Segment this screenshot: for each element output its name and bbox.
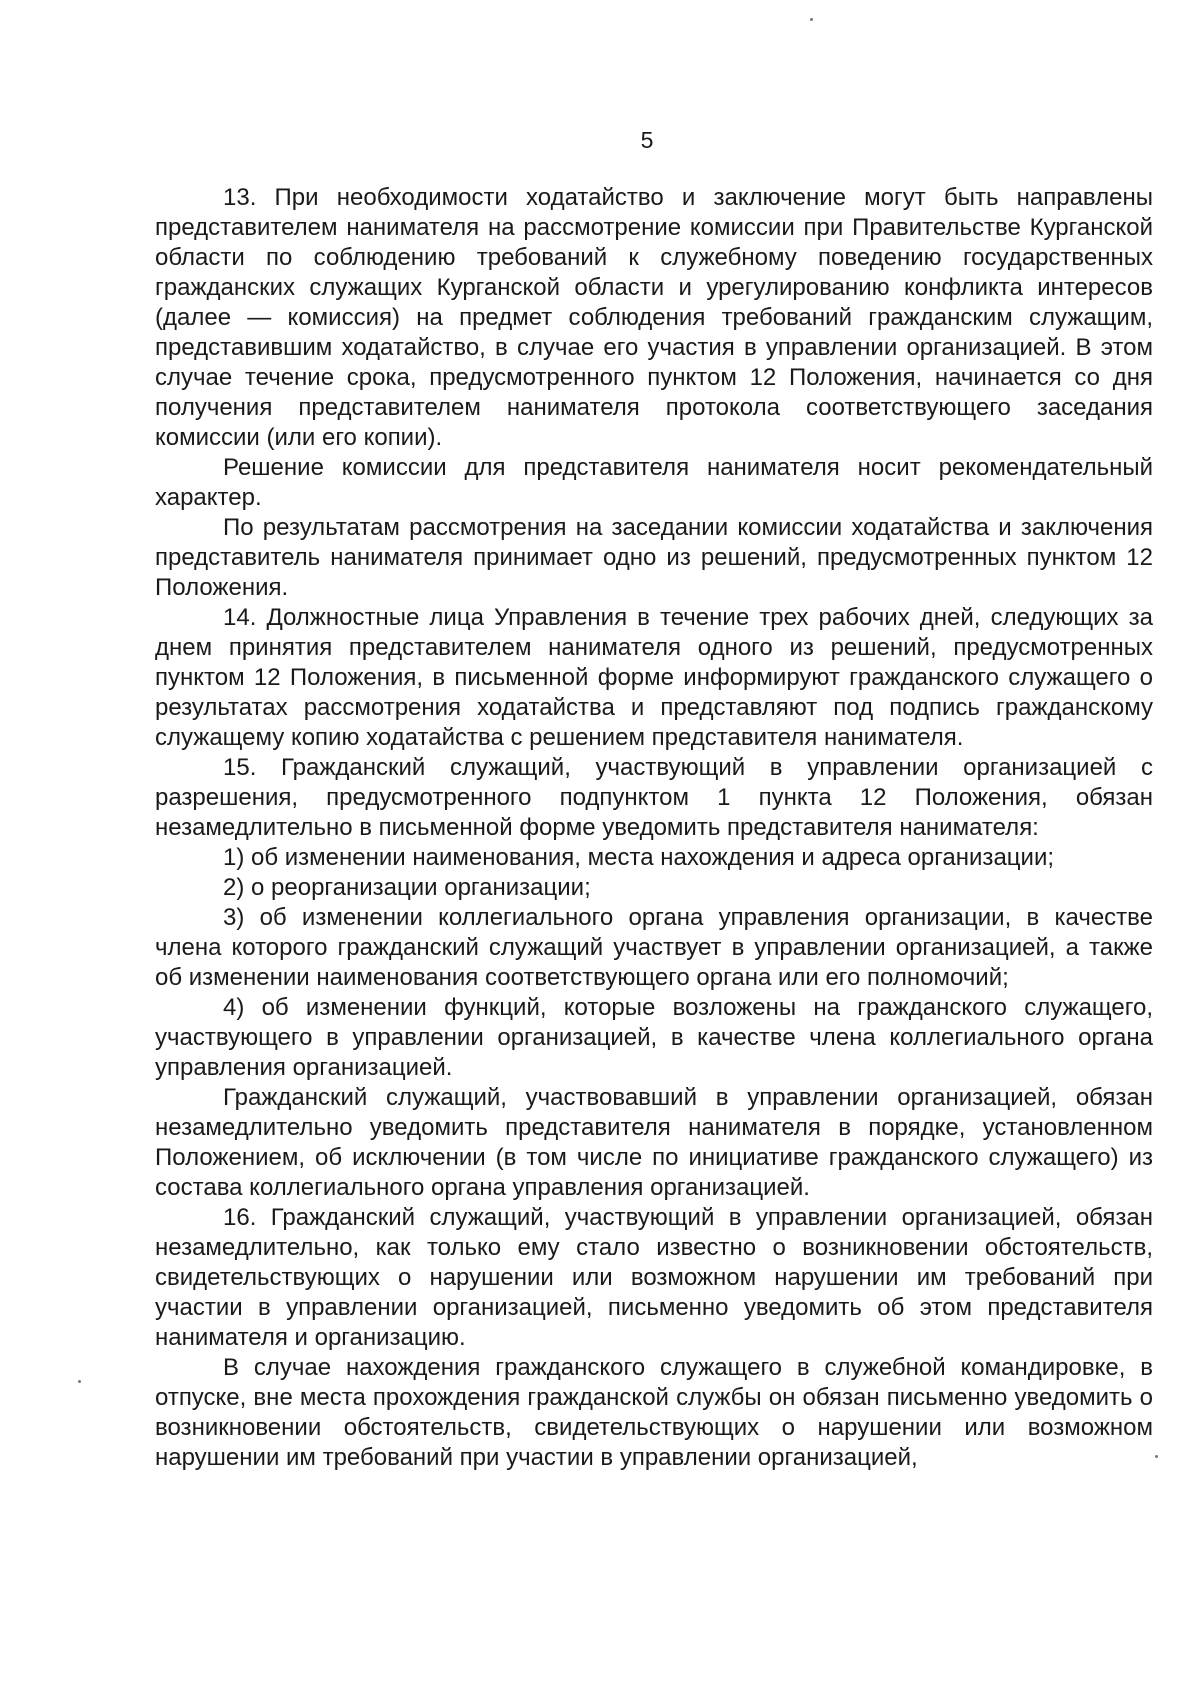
- page-number: 5: [640, 127, 654, 153]
- paragraph-commission-decision: Решение комиссии для представителя нанимателя носит рекомендательный характер.: [155, 454, 1153, 511]
- list-item-3: 3) об изменении коллегиального органа управления организации, в качестве члена которого гражданский служащий участвует в управлении организацией, а также об изменении наименования соответствующего органа или его полномочий;: [155, 904, 1153, 991]
- scan-speck: [810, 18, 813, 21]
- paragraph-14: 14. Должностные лица Управления в течение трех рабочих дней, следующих за днем принятия представителем нанимателя одного из решений, предусмотренных пунктом 12 Положения, в письменной форме информируют гражданского служащего о результатах рассмотрения ходатайства и представляют под подпись гражданскому служащему копию ходатайства с решением представителя нанимателя.: [155, 604, 1153, 751]
- scan-speck: [1155, 1455, 1158, 1458]
- paragraph-review-results: По результатам рассмотрения на заседании комиссии ходатайства и заключения представитель нанимателя принимает одно из решений, предусмотренных пунктом 12 Положения.: [155, 514, 1153, 601]
- paragraph-travel-notice: В случае нахождения гражданского служащего в служебной командировке, в отпуске, вне места прохождения гражданской службы он обязан письменно уведомить о возникновении обстоятельств, свидетельствующих о нарушении или возможном нарушении им требований при участии в управлении организацией,: [155, 1354, 1153, 1471]
- list-item-4: 4) об изменении функций, которые возложены на гражданского служащего, участвующего в управлении организацией, в качестве члена коллегиального органа управления организацией.: [155, 994, 1153, 1081]
- list-item-2: 2) о реорганизации организации;: [223, 874, 591, 901]
- scan-speck: [78, 1380, 81, 1383]
- paragraph-15: 15. Гражданский служащий, участвующий в управлении организацией с разрешения, предусмотренного подпунктом 1 пункта 12 Положения, обязан незамедлительно в письменной форме уведомить представителя нанимателя:: [155, 754, 1153, 841]
- list-item-1: 1) об изменении наименования, места нахождения и адреса организации;: [223, 844, 1055, 871]
- paragraph-16: 16. Гражданский служащий, участвующий в управлении организацией, обязан незамедлительно, как только ему стало известно о возникновении обстоятельств, свидетельствующих о нарушении или возможном нарушении им требований при участии в управлении организацией, письменно уведомить об этом представителя нанимателя и организацию.: [155, 1204, 1153, 1351]
- paragraph-13: 13. При необходимости ходатайство и заключение могут быть направлены представителем нанимателя на рассмотрение комиссии при Правительстве Курганской области по соблюдению требований к служебному поведению государственных гражданских служащих Курганской области и урегулированию конфликта интересов (далее — комиссия) на предмет соблюдения требований гражданским служащим, представившим ходатайство, в случае его участия в управлении организацией. В этом случае течение срока, предусмотренного пунктом 12 Положения, начинается со дня получения представителем нанимателя протокола соответствующего заседания комиссии (или его копии).: [155, 184, 1153, 451]
- paragraph-exclusion-notice: Гражданский служащий, участвовавший в управлении организацией, обязан незамедлительно уведомить представителя нанимателя в порядке, установленном Положением, об исключении (в том числе по инициативе гражданского служащего) из состава коллегиального органа управления организацией.: [155, 1084, 1153, 1201]
- document-body: [155, 183, 1153, 1473]
